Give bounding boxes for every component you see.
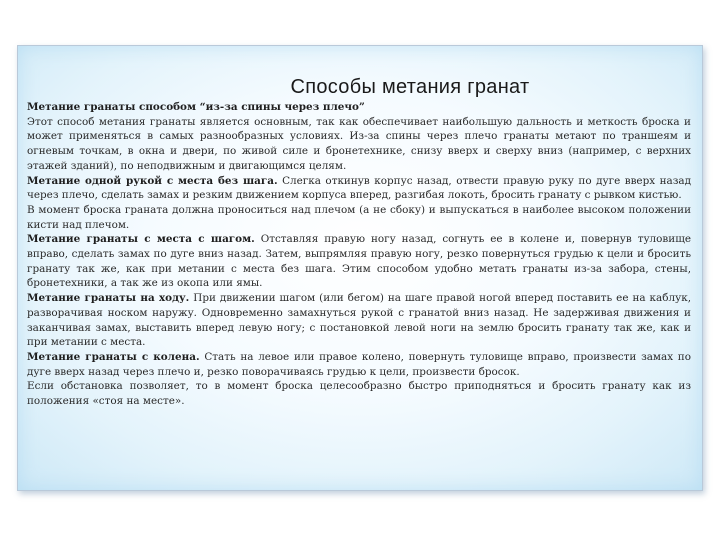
paragraph <box>27 350 691 379</box>
paragraph <box>27 379 691 408</box>
paragraph <box>27 203 691 232</box>
paragraph-text: Слегка откинув корпус назад, отвести правую руку по дуге вверх назад через плечо, сделать замах и резким движением корпуса вперед, разгибая локоть, бросить гранату с рывком кистью. <box>27 174 691 202</box>
paragraph-heading: Метание гранаты способом “из-за спины через плечо” <box>27 101 365 113</box>
paragraph-heading: Метание гранаты с колена. <box>27 350 200 363</box>
paragraph-text: Отставляя правую ногу назад, согнуть ее в колене и, повернув туловище вправо, сделать замах по дуге вниз назад. Затем, выпрямляя правую ногу, резко повернуться грудью к цели и бросить гранату так же, как при метании с места без шага. Этим способом удобно метать гранаты из-за забора, стены, бронетехники, а так же из окопа или ямы. <box>27 233 691 290</box>
paragraph-heading: Метание гранаты на ходу. <box>27 292 190 305</box>
paragraph <box>27 174 691 203</box>
paragraph <box>27 232 691 291</box>
paragraph-text: При движении шагом (или бегом) на шаге правой ногой вперед поставить ее на каблук, разворачивая носком наружу. Одновременно замахнуться рукой с гранатой вниз назад. Не задерживая движения и заканчивая замах, выставить вперед левую ногу; с постановкой левой ноги на землю бросить гранату так же, как и при метании с места. <box>27 292 691 349</box>
paragraph-text: Стать на левое или правое колено, повернуть туловище вправо, произвести замах по дуге вверх назад через плечо и, резко поворачиваясь грудью к цели, произвести бросок. <box>27 350 691 378</box>
paragraph <box>27 291 691 350</box>
paragraph <box>27 115 691 174</box>
slide-body <box>27 100 691 409</box>
paragraph-text: Этот способ метания гранаты является основным, так как обеспечивает наибольшую дальность и меткость броска и может применяться в самых разнообразных условиях. Из-за спины через плечо гранаты метают по траншеям и огневым точкам, в окна и двери, по живой силе и бронетехнике, снизу вверх и сверху вниз (например, с верхних этажей зданий), по неподвижным и двигающимся целям. <box>27 115 691 172</box>
paragraph-text: В момент броска граната должна проноситься над плечом (а не сбоку) и выпускаться в наиболее высоком положении кисти над плечом. <box>27 203 691 231</box>
slide-title: Способы метания гранат <box>290 76 530 98</box>
paragraph <box>27 100 691 115</box>
paragraph-text: Если обстановка позволяет, то в момент броска целесообразно быстро приподняться и бросить гранату как из положения «стоя на месте». <box>27 380 691 408</box>
paragraph-heading: Метание гранаты с места с шагом. <box>27 233 255 246</box>
paragraph-heading: Метание одной рукой с места без шага. <box>27 174 278 187</box>
